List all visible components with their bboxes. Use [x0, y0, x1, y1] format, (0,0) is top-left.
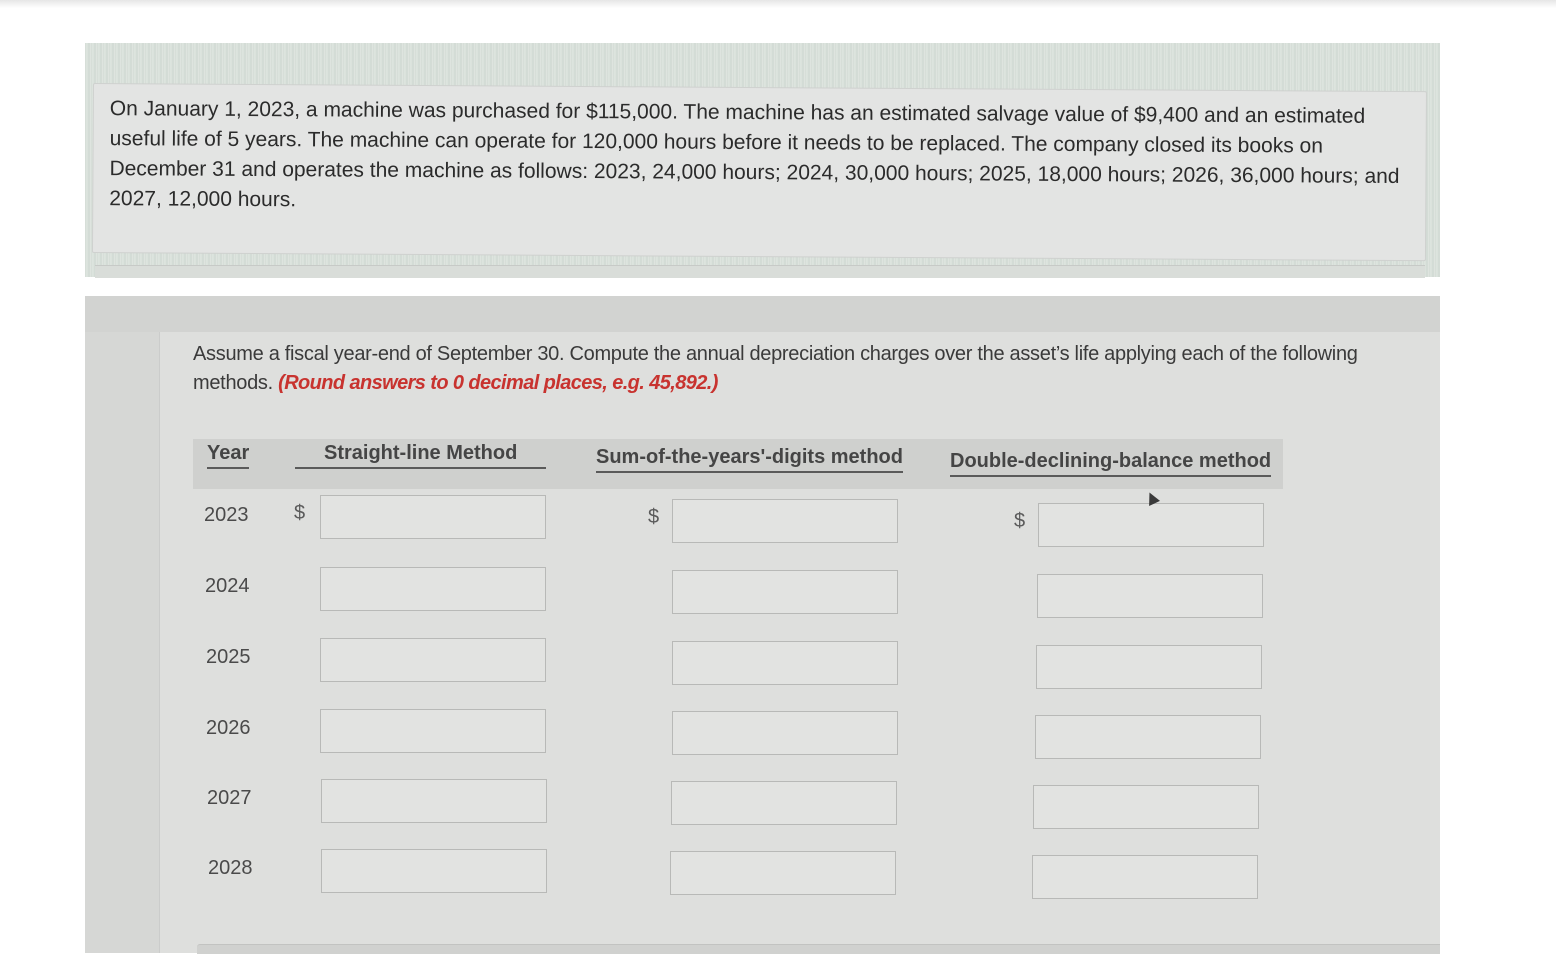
straight-line-2025-input[interactable]: [320, 638, 546, 682]
double-declining-balance-2026-input[interactable]: [1035, 715, 1261, 759]
problem-text: On January 1, 2023, a machine was purchased for $115,000. The machine has an estimated salvage value of $9,400 and an estimated useful life of 5 years. The machine can operate for 120,000 hours before it needs to be replaced. The company closed its books on December 31 and operates the machine as follows: 2023, 24,000 hours; 2024, 30,000 hours; 2025, 18,000 hours; 2026, 36,000 hours; and 2027, 12,000 hours.: [109, 97, 1400, 212]
straight-line-2023-input[interactable]: [320, 495, 546, 539]
year-label-2026: 2026: [206, 717, 251, 739]
year-label-2023: 2023: [204, 504, 249, 526]
double-declining-balance-2025-input[interactable]: [1036, 645, 1262, 689]
year-label-2028: 2028: [208, 857, 253, 879]
rounding-note: (Round answers to 0 decimal places, e.g. 45,892.): [278, 372, 718, 394]
double-declining-balance-2028-input[interactable]: [1032, 855, 1258, 899]
question-panel: [85, 296, 1440, 953]
currency-symbol: $: [648, 506, 660, 528]
double-declining-balance-2024-input[interactable]: [1037, 574, 1263, 618]
question-instructions: [193, 340, 1368, 398]
straight-line-2028-input[interactable]: [321, 849, 547, 893]
problem-panel: [85, 43, 1440, 277]
sum-of-years-digits-2025-input[interactable]: [672, 641, 898, 685]
column-header-year: Year: [207, 442, 249, 469]
currency-symbol: $: [294, 502, 306, 524]
browser-top-strip: [0, 0, 1556, 8]
sum-of-years-digits-2027-input[interactable]: [671, 781, 897, 825]
double-declining-balance-2023-input[interactable]: [1038, 503, 1264, 547]
problem-statement-box: [92, 83, 1427, 261]
double-declining-balance-2027-input[interactable]: [1033, 785, 1259, 829]
straight-line-2027-input[interactable]: [321, 779, 547, 823]
question-side-margin: [85, 332, 160, 953]
sum-of-years-digits-2024-input[interactable]: [672, 570, 898, 614]
year-label-2027: 2027: [207, 787, 252, 809]
panel-edge: [95, 265, 1425, 278]
column-header-sum-of-years-digits: Sum-of-the-years'-digits method: [596, 446, 903, 473]
question-header-band: [85, 296, 1440, 332]
straight-line-2026-input[interactable]: [320, 709, 546, 753]
sum-of-years-digits-2026-input[interactable]: [672, 711, 898, 755]
sum-of-years-digits-2023-input[interactable]: [672, 499, 898, 543]
question-text: Assume a fiscal year-end of September 30. Compute the annual depreciation charges over the asset’s life applying each of the following methods.: [193, 343, 1358, 394]
sum-of-years-digits-2028-input[interactable]: [670, 851, 896, 895]
next-panel-edge: [197, 944, 1440, 954]
column-header-double-declining-balance: Double-declining-balance method: [950, 450, 1271, 477]
year-label-2025: 2025: [206, 646, 251, 668]
currency-symbol: $: [1014, 510, 1026, 532]
straight-line-2024-input[interactable]: [320, 567, 546, 611]
column-header-straight-line: Straight-line Method: [295, 442, 546, 469]
year-label-2024: 2024: [205, 575, 250, 597]
